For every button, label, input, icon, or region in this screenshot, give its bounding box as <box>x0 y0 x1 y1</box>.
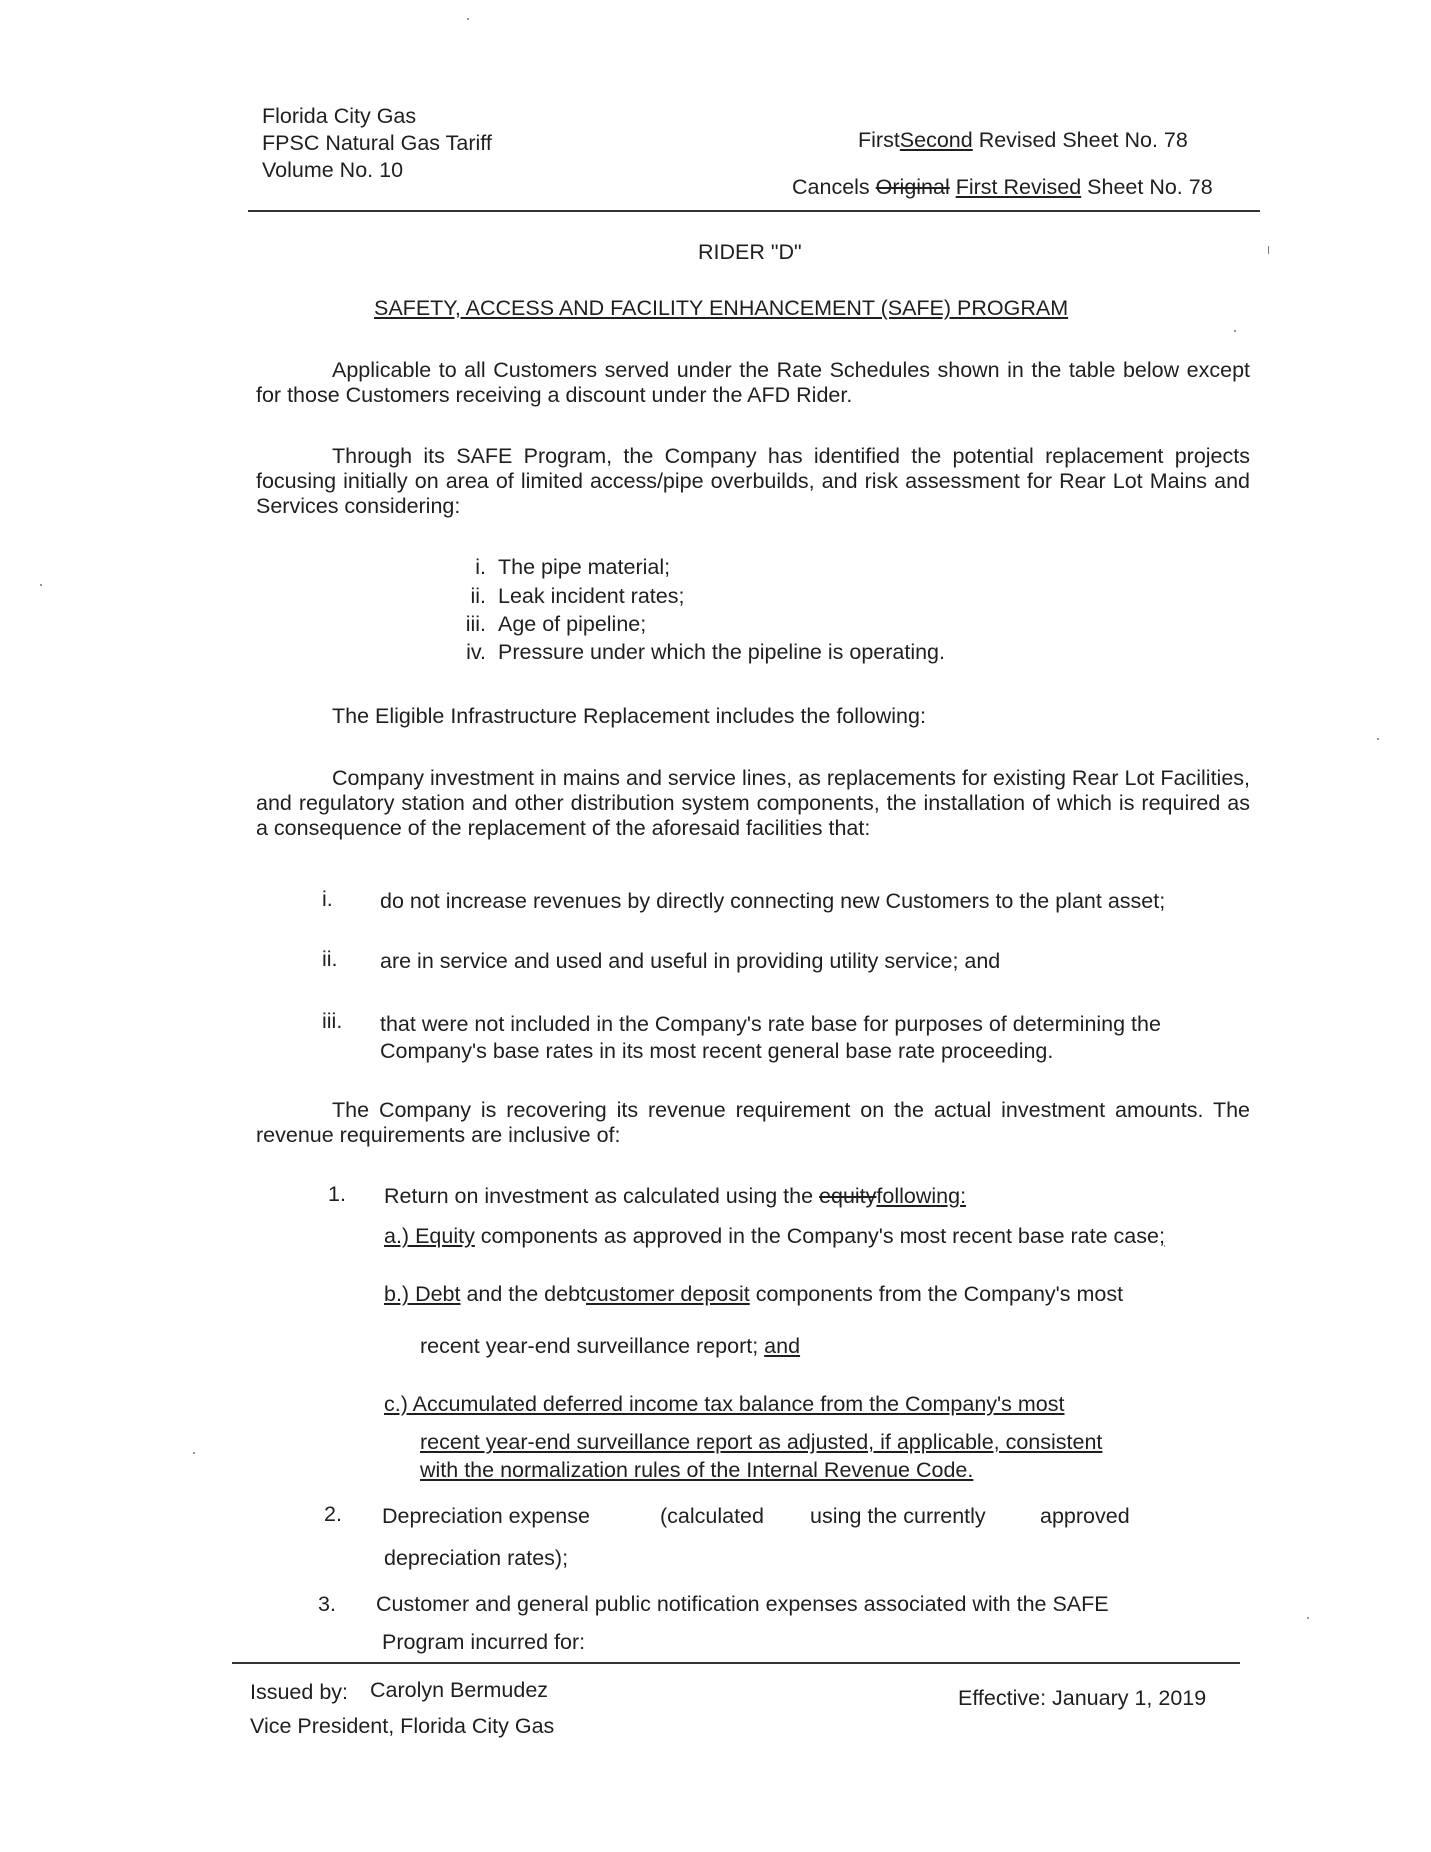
item-word: using the currently <box>810 1504 986 1528</box>
condition-number: i. <box>322 887 333 911</box>
sub-item-c: c.) Accumulated deferred income tax balance from the Company's most <box>384 1392 1065 1416</box>
scan-speck <box>40 584 42 586</box>
sub-item-b-continued <box>420 1334 800 1359</box>
sheet-rest-text: Revised Sheet No. 78 <box>972 128 1188 152</box>
item-word: approved <box>1040 1504 1130 1528</box>
sub-item-b <box>384 1282 1123 1307</box>
sub-item-label: a.) Equity <box>384 1224 475 1248</box>
scan-speck <box>1307 1617 1309 1619</box>
item-word: (calculated <box>660 1504 764 1528</box>
condition-text: do not increase revenues by directly connecting new Customers to the plant asset; <box>380 889 1166 913</box>
sheet-deleted-text: First <box>858 128 900 152</box>
list-item <box>458 584 684 609</box>
program-paragraph: Through its SAFE Program, the Company has identified the potential replacement projects focusing initially on area of limited access/pipe overbuilds, and risk assessment for Rear Lot Mains and Services considering: <box>256 444 1250 518</box>
list-item-text: The pipe material; <box>498 555 671 579</box>
rider-title: RIDER "D" <box>698 240 802 264</box>
item-number: 2. <box>324 1502 342 1526</box>
revenue-paragraph: The Company is recovering its revenue requirement on the actual investment amounts. The revenue requirements are inclusive of: <box>256 1098 1250 1147</box>
sub-item-text: components from the Company's most <box>749 1282 1124 1306</box>
company-name: Florida City Gas <box>262 104 417 128</box>
list-item-number: iv. <box>466 640 486 664</box>
volume-number: Volume No. 10 <box>262 158 404 182</box>
item-text <box>384 1184 966 1209</box>
program-title: SAFETY, ACCESS AND FACILITY ENHANCEMENT (SAFE) PROGRAM <box>374 296 1069 320</box>
cancels-rest-text: Sheet No. 78 <box>1081 175 1213 199</box>
sub-item-text: and the debt <box>460 1282 587 1306</box>
sub-item-c-line2: recent year-end surveillance report as adjusted, if applicable, consistent <box>420 1430 1103 1454</box>
cancels-deleted-text: Original <box>875 175 950 199</box>
sub-item-c-line3: with the normalization rules of the Internal Revenue Code. <box>420 1458 974 1482</box>
sub-item-text: components as approved in the Company's most recent base rate case <box>474 1224 1159 1248</box>
item-number: 1. <box>328 1182 346 1206</box>
condition-number: iii. <box>322 1009 343 1033</box>
sheet-number <box>858 128 1188 152</box>
issued-by-label: Issued by: <box>250 1680 348 1704</box>
footer-rule <box>232 1662 1240 1664</box>
sub-item-label: b.) Debt <box>384 1282 461 1306</box>
tariff-name: FPSC Natural Gas Tariff <box>262 131 492 155</box>
issuer-name: Carolyn Bermudez <box>370 1678 549 1702</box>
sub-item-inserted-text: customer deposit <box>586 1282 750 1306</box>
scan-speck <box>1377 738 1379 740</box>
item-deleted-text: equity <box>819 1184 877 1208</box>
list-item-text: Age of pipeline; <box>498 612 647 636</box>
condition-text: that were not included in the Company's rate base for purposes of determining the Company's base rates in its most recent general base rate proceeding. <box>380 1012 1161 1063</box>
cancels-inserted-text: First Revised <box>955 175 1082 199</box>
issuer-title: Vice President, Florida City Gas <box>250 1714 555 1738</box>
cancels-prefix: Cancels <box>792 175 876 199</box>
applicability-paragraph: Applicable to all Customers served under the Rate Schedules shown in the table below except for those Customers receiving a discount under the AFD Rider. <box>256 358 1250 407</box>
list-item <box>458 640 945 665</box>
item-text-main: Return on investment as calculated using the <box>384 1184 820 1208</box>
cancels-line <box>792 175 1213 199</box>
eligible-intro: The Eligible Infrastructure Replacement includes the following: <box>332 704 926 728</box>
sub-item-inserted-text: and <box>764 1334 801 1358</box>
list-item-number: i. <box>475 555 486 579</box>
sub-item-text: recent year-end surveillance report; <box>420 1334 765 1358</box>
condition-number: ii. <box>322 947 338 971</box>
effective-date: Effective: January 1, 2019 <box>958 1686 1207 1710</box>
item-word: Depreciation expense <box>382 1504 590 1528</box>
list-item-number: iii. <box>465 612 486 636</box>
item-inserted-text: following: <box>876 1184 967 1208</box>
list-item-number: ii. <box>470 584 486 608</box>
item-text: Customer and general public notification expenses associated with the SAFE <box>376 1592 1109 1616</box>
header-rule <box>248 210 1260 212</box>
list-item <box>458 612 646 637</box>
list-item-text: Leak incident rates; <box>498 584 685 608</box>
sub-item-suffix: ; <box>1158 1224 1165 1248</box>
item-text-line2: Program incurred for: <box>382 1630 586 1654</box>
scan-speck <box>193 1452 195 1454</box>
list-item <box>458 555 670 580</box>
sheet-inserted-text: Second <box>899 128 973 152</box>
scan-speck <box>1234 330 1236 332</box>
list-item-text: Pressure under which the pipeline is operating. <box>498 640 945 664</box>
scan-speck <box>467 18 469 20</box>
sub-item-a <box>384 1224 1165 1249</box>
item-number: 3. <box>318 1592 336 1616</box>
investment-paragraph: Company investment in mains and service lines, as replacements for existing Rear Lot Facilities, and regulatory station and other distribution system components, the installation of which is required as a consequence of the replacement of the aforesaid facilities that: <box>256 766 1250 840</box>
scan-speck <box>1268 246 1269 254</box>
item-text-line2: depreciation rates); <box>384 1546 569 1570</box>
condition-text: are in service and used and useful in providing utility service; and <box>380 949 1001 973</box>
